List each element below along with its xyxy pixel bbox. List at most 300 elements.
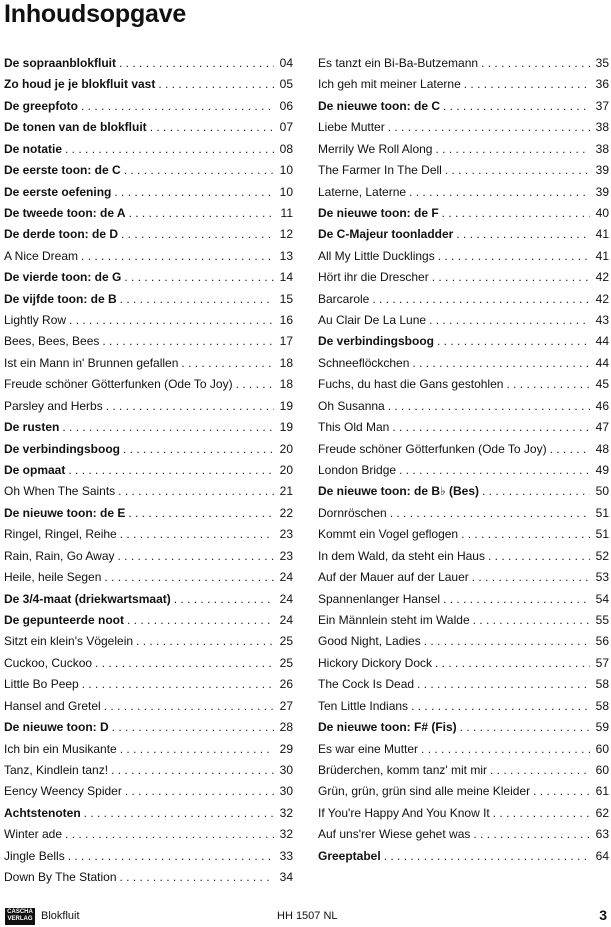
toc-entry-page: 60 [595,741,609,756]
toc-entry-page: 50 [595,484,609,499]
dot-leader [62,417,274,438]
dot-leader [120,867,274,888]
dot-leader [473,824,590,845]
dot-leader [104,696,274,717]
toc-entry-page: 54 [595,591,609,606]
dot-leader [390,503,590,524]
toc-entry [318,696,609,717]
dot-leader [181,353,274,374]
toc-entry-page: 26 [279,677,293,692]
toc-entry-title: Heile, heile Segen [4,570,102,585]
toc-entry [4,503,293,524]
toc-entry-page: 21 [279,484,293,499]
dot-leader [424,631,590,652]
dot-leader [129,203,274,224]
toc-entry-page: 24 [279,612,293,627]
toc-entry-page: 64 [595,848,609,863]
toc-entry-page: 30 [279,784,293,799]
toc-entry [4,717,293,738]
dot-leader [412,353,590,374]
toc-entry-page: 25 [279,634,293,649]
toc-entry-title: Eency Weency Spider [4,784,122,799]
dot-leader [111,760,274,781]
toc-entry [318,739,609,760]
toc-entry [4,139,293,160]
dot-leader [388,117,590,138]
dot-leader [81,246,274,267]
toc-entry [318,439,609,460]
toc-entry-page: 13 [279,248,293,263]
toc-entry [318,331,609,352]
toc-entry-title: Little Bo Peep [4,677,79,692]
toc-entry-title: De verbindingsboog [4,441,121,456]
dot-leader [388,396,590,417]
dot-leader [392,417,590,438]
dot-leader [482,481,590,502]
toc-entry-page: 56 [595,634,609,649]
toc-entry-page: 19 [279,398,293,413]
dot-leader [150,117,274,138]
toc-entry [318,53,609,74]
toc-entry-page: 24 [279,570,293,585]
toc-entry-title: De rusten [4,420,60,435]
toc-entry-title: Grün, grün, grün sind alle meine Kleider [318,784,531,799]
dot-leader [104,567,274,588]
dot-leader [550,439,590,460]
toc-entry [4,396,293,417]
toc-entry [4,267,293,288]
toc-entry [318,567,609,588]
toc-entry-title: This Old Man [318,420,390,435]
toc-entry-title: Tanz, Kindlein tanz! [4,762,109,777]
toc-entry-title: Ich geh mit meiner Laterne [318,77,461,92]
toc-entry [318,781,609,802]
dot-leader [82,674,274,695]
dot-leader [417,674,590,695]
toc-entry-page: 35 [595,56,609,70]
toc-entry [318,417,609,438]
dot-leader [236,374,274,395]
dot-leader [437,331,590,352]
toc-entry-title: De notatie [4,141,63,156]
toc-entry-page: 38 [595,141,609,156]
toc-entry-title: Laterne, Laterne [318,184,407,199]
logo-line-1: CASCHA [7,909,33,915]
toc-entry-page: 62 [595,805,609,820]
dot-leader [481,53,590,74]
toc-entry-title: Jingle Bells [4,848,65,863]
toc-entry [4,481,293,502]
dot-leader [84,803,274,824]
toc-entry-title: De vierde toon: de G [4,270,122,285]
toc-entry-title: Merrily We Roll Along [318,141,433,156]
toc-entry-page: 22 [279,505,293,520]
toc-entry-title: Ringel, Ringel, Reihe [4,527,117,542]
toc-entry [4,674,293,695]
toc-entry-title: Auf der Mauer auf der Lauer [318,570,469,585]
toc-entry-page: 45 [595,377,609,392]
toc-entry [318,481,609,502]
toc-entry-title: Schneeflöckchen [318,355,410,370]
toc-entry-page: 44 [595,355,609,370]
toc-entry-page: 32 [279,805,293,820]
publisher-logo [5,908,35,925]
toc-entry-page: 46 [595,398,609,413]
toc-entry [4,374,293,395]
dot-leader [81,96,274,117]
toc-entry-title: De opmaat [4,463,66,478]
toc-entry [318,267,609,288]
dot-leader [384,846,590,867]
toc-entry-title: Ten Little Indians [318,698,409,713]
toc-entry-page: 16 [279,313,293,328]
dot-leader [438,246,590,267]
toc-entry [318,224,609,245]
toc-entry [318,353,609,374]
toc-entry [318,460,609,481]
toc-entry-title: De nieuwe toon: de E [4,505,126,520]
dot-leader [399,460,590,481]
toc-entry-page: 20 [279,463,293,478]
toc-entry-page: 51 [595,527,609,542]
toc-entry-page: 58 [595,677,609,692]
dot-leader [445,160,590,181]
dot-leader [461,524,590,545]
toc-entry-page: 04 [279,56,293,70]
toc-entry-page: 58 [595,698,609,713]
toc-entry-title: Achtstenoten [4,805,81,820]
toc-entry-title: Liebe Mutter [318,120,385,135]
toc-entry-page: 57 [595,655,609,670]
toc-entry [318,396,609,417]
toc-entry-page: 34 [279,870,293,885]
toc-entry-page: 06 [279,98,293,113]
dot-leader [460,717,590,738]
dot-leader [118,481,274,502]
dot-leader [121,224,274,245]
toc-entry-page: 59 [595,720,609,735]
toc-entry [318,74,609,95]
toc-entry-title: Barcarole [318,291,370,306]
toc-entry [318,374,609,395]
toc-entry [318,653,609,674]
toc-entry-page: 42 [595,291,609,306]
toc-entry [4,460,293,481]
toc-entry-page: 60 [595,762,609,777]
toc-entry-page: 24 [279,591,293,606]
toc-entry [318,589,609,610]
toc-entry-title: Freude schöner Götterfunken (Ode To Joy) [318,441,547,456]
dot-leader [435,139,590,160]
toc-entry-page: 11 [280,205,293,220]
toc-entry-title: Rain, Rain, Go Away [4,548,115,563]
toc-entry [318,160,609,181]
toc-entry-title: De nieuwe toon: de B♭ (Bes) [318,484,480,499]
dot-leader [533,781,590,802]
toc-entry-page: 08 [279,141,293,156]
toc-entry-page: 28 [279,720,293,735]
toc-entry [4,353,293,374]
dot-leader [68,460,274,481]
dot-leader [456,224,590,245]
toc-entry [318,182,609,203]
toc-entry-title: De nieuwe toon: de C [318,98,441,113]
toc-entry-page: 18 [279,355,293,370]
toc-entry-title: Hickory Dickory Dock [318,655,433,670]
toc-entry [4,567,293,588]
toc-entry-title: Au Clair De La Lune [318,313,427,328]
toc-entry-title: Oh Susanna [318,398,385,413]
toc-entry-page: 37 [595,98,609,113]
dot-leader [372,289,590,310]
toc-entry [4,246,293,267]
toc-entry-page: 43 [595,313,609,328]
toc-entry-title: De vijfde toon: de B [4,291,117,306]
dot-leader [120,524,274,545]
toc-entry-title: De verbindingsboog [318,334,435,349]
toc-entry-page: 25 [279,655,293,670]
toc-entry-page: 30 [279,762,293,777]
toc-entry-page: 42 [595,270,609,285]
dot-leader [464,74,590,95]
toc-entry-page: 49 [595,463,609,478]
dot-leader [120,739,274,760]
toc-entry-page: 32 [279,827,293,842]
toc-entry [4,867,293,888]
toc-entry [318,674,609,695]
footer-code: HH 1507 NL [277,910,338,922]
toc-entry [4,610,293,631]
footer-instrument: Blokfluit [41,910,80,922]
dot-leader [429,310,590,331]
toc-entry-page: 19 [279,420,293,435]
toc-entry-title: Bees, Bees, Bees [4,334,100,349]
dot-leader [112,717,274,738]
dot-leader [435,653,590,674]
toc-entry [4,546,293,567]
toc-entry [318,546,609,567]
toc-entry [4,803,293,824]
toc-entry [318,203,609,224]
toc-entry-page: 27 [279,698,293,713]
toc-entry [4,182,293,203]
toc-entry-title: De greepfoto [4,98,79,113]
toc-entry [4,696,293,717]
toc-entry-page: 15 [279,291,293,306]
toc-entry-page: 17 [279,334,293,349]
toc-entry [4,739,293,760]
toc-entry-page: 39 [595,184,609,199]
toc-entry-page: 55 [595,612,609,627]
toc-entry-title: Winter ade [4,827,63,842]
toc-entry-title: De tweede toon: de A [4,205,126,220]
toc-entry [4,74,293,95]
toc-entry-page: 40 [595,205,609,220]
toc-entry [318,503,609,524]
toc-entry-page: 39 [595,163,609,178]
toc-entry [318,96,609,117]
toc-entry [318,289,609,310]
toc-entry-title: The Farmer In The Dell [318,163,442,178]
toc-entry-page: 36 [595,77,609,92]
toc-column-right [318,53,609,867]
toc-entry-title: London Bridge [318,463,397,478]
toc-entry-title: In dem Wald, da steht ein Haus [318,548,485,563]
toc-entry-title: Ein Männlein steht im Walde [318,612,470,627]
toc-column-left [4,53,293,888]
dot-leader [118,546,274,567]
dot-leader [120,289,274,310]
toc-entry-title: Down By The Station [4,870,117,885]
toc-entry-title: Hansel and Gretel [4,698,101,713]
toc-entry-page: 05 [279,77,293,92]
toc-entry [4,117,293,138]
toc-entry [4,760,293,781]
toc-entry [318,824,609,845]
toc-entry-title: Cuckoo, Cuckoo [4,655,93,670]
toc-entry-title: Sitzt ein klein's Vögelein [4,634,134,649]
toc-entry [318,524,609,545]
toc-entry-title: Dornröschen [318,505,387,520]
toc-entry-page: 41 [595,227,609,242]
toc-entry-title: De nieuwe toon: D [4,720,109,735]
toc-entry-title: Hört ihr die Drescher [318,270,429,285]
toc-entry-title: Lightly Row [4,313,67,328]
toc-entry [4,96,293,117]
toc-entry [4,53,293,74]
toc-entry-title: Oh When The Saints [4,484,116,499]
dot-leader [127,610,274,631]
toc-entry-title: The Cock Is Dead [318,677,415,692]
toc-entry [318,760,609,781]
toc-entry-title: Auf uns'rer Wiese gehet was [318,827,471,842]
dot-leader [102,331,274,352]
toc-entry-page: 07 [279,120,293,135]
toc-entry [4,203,293,224]
toc-entry [4,781,293,802]
toc-entry [4,331,293,352]
toc-entry-title: De eerste oefening [4,184,112,199]
toc-entry [4,824,293,845]
toc-entry [4,653,293,674]
toc-entry-title: De sopraanblokfluit [4,56,117,70]
toc-entry-title: Brüderchen, komm tanz' mit mir [318,762,488,777]
toc-entry-title: De tonen van de blokfluit [4,120,147,135]
toc-entry-page: 23 [279,527,293,542]
toc-entry-title: All My Little Ducklings [318,248,435,263]
dot-leader [174,589,274,610]
dot-leader [409,182,590,203]
dot-leader [472,567,590,588]
toc-entry [4,524,293,545]
toc-entry-title: De gepunteerde noot [4,612,125,627]
dot-leader [473,610,590,631]
toc-entry [318,310,609,331]
toc-entry-page: 52 [595,548,609,563]
dot-leader [490,760,590,781]
toc-entry [4,439,293,460]
toc-entry-title: Greeptabel [318,848,381,863]
toc-entry [318,246,609,267]
toc-entry [4,631,293,652]
toc-entry-page: 51 [595,505,609,520]
dot-leader [125,781,274,802]
toc-entry-title: De eerste toon: de C [4,163,121,178]
toc-entry-title: Fuchs, du hast die Gans gestohlen [318,377,504,392]
dot-leader [124,267,274,288]
toc-entry-title: Ich bin ein Musikante [4,741,117,756]
toc-entry-page: 44 [595,334,609,349]
toc-entry-page: 48 [595,441,609,456]
page-footer [0,906,611,927]
toc-entry-title: Zo houd je je blokfluit vast [4,77,156,92]
dot-leader [488,546,590,567]
toc-entry [4,224,293,245]
dot-leader [95,653,274,674]
toc-entry-page: 33 [279,848,293,863]
dot-leader [421,739,590,760]
toc-entry-page: 38 [595,120,609,135]
toc-entry-title: De nieuwe toon: F# (Fis) [318,720,457,735]
toc-entry-page: 29 [279,741,293,756]
toc-entry-title: De derde toon: de D [4,227,119,242]
dot-leader [136,631,274,652]
toc-entry [318,117,609,138]
page-number: 3 [599,907,607,923]
toc-entry-title: Freude schöner Götterfunken (Ode To Joy) [4,377,233,392]
toc-entry-page: 23 [279,548,293,563]
toc-entry-title: Es war eine Mutter [318,741,419,756]
dot-leader [65,824,274,845]
dot-leader [124,160,274,181]
toc-entry-title: De nieuwe toon: de F [318,205,439,220]
dot-leader [106,396,274,417]
dot-leader [493,803,590,824]
toc-entry [318,610,609,631]
toc-entry [4,589,293,610]
dot-leader [411,696,590,717]
toc-entry [318,631,609,652]
dot-leader [128,503,274,524]
toc-entry-title: De C-Majeur toonladder [318,227,454,242]
dot-leader [119,53,274,74]
toc-entry-page: 61 [595,784,609,799]
toc-entry [4,160,293,181]
toc-entry-title: Es tanzt ein Bi-Ba-Butzemann [318,56,479,70]
toc-entry-title: Parsley and Herbs [4,398,103,413]
toc-entry-page: 10 [279,184,293,199]
logo-line-2: VERLAG [7,916,33,922]
toc-entry-page: 14 [279,270,293,285]
toc-entry [318,717,609,738]
toc-entry-title: De 3/4-maat (driekwartsmaat) [4,591,171,606]
toc-entry-title: If You're Happy And You Know It [318,805,490,820]
toc-entry-title: A Nice Dream [4,248,79,263]
dot-leader [432,267,590,288]
toc-entry-page: 12 [279,227,293,242]
dot-leader [65,139,274,160]
page-title: Inhoudsopgave [4,0,187,28]
dot-leader [158,74,274,95]
toc-entry [318,139,609,160]
toc-entry [4,417,293,438]
dot-leader [443,589,590,610]
toc-entry-page: 18 [279,377,293,392]
toc-entry-page: 63 [595,827,609,842]
toc-entry [4,289,293,310]
toc-entry-title: Kommt ein Vogel geflogen [318,527,459,542]
dot-leader [123,439,274,460]
